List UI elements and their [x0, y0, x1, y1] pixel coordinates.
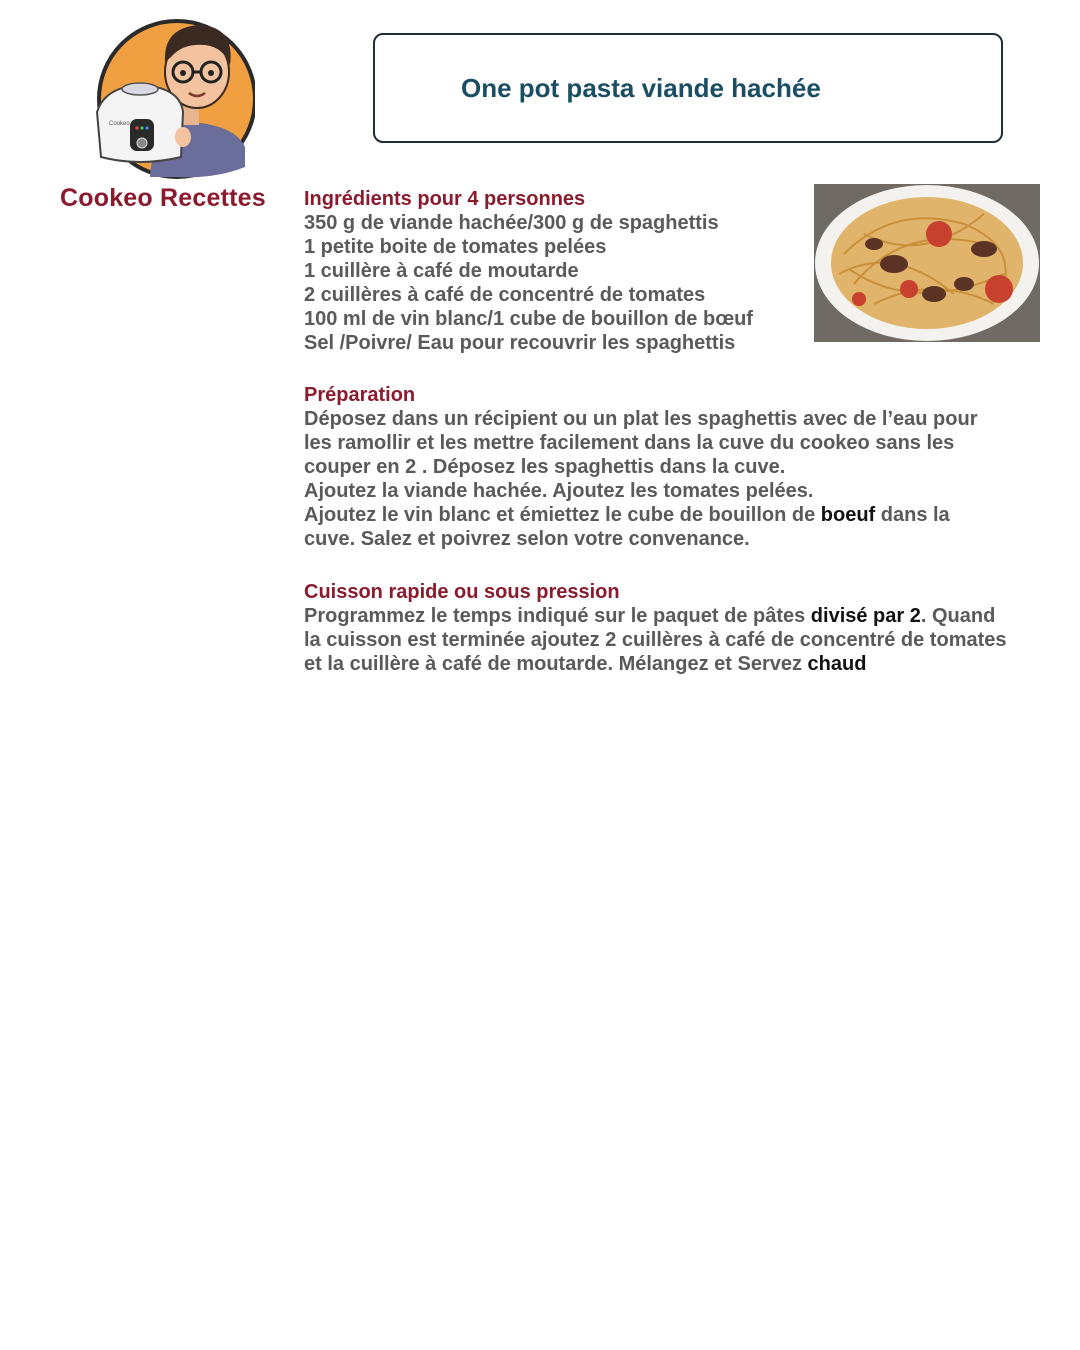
- logo-device-label: Cookeo: [109, 121, 130, 127]
- highlight-text: chaud: [807, 653, 867, 675]
- cuisson-line: [304, 604, 1007, 628]
- highlight-text: boeuf: [820, 504, 876, 526]
- cuisson-line: la cuisson est terminée ajoutez 2 cuillères à café de concentré de tomates: [304, 629, 1007, 651]
- highlight-text: divisé par 2: [810, 605, 921, 627]
- ingredients-section: [304, 187, 753, 355]
- ingredients-heading: Ingrédients pour 4 personnes: [304, 188, 586, 210]
- preparation-line: [304, 503, 978, 527]
- preparation-line: couper en 2 . Déposez les spaghettis dans la cuve.: [304, 456, 786, 478]
- cuisson-section: [304, 580, 1007, 676]
- ingredient-item: Sel /Poivre/ Eau pour recouvrir les spaghettis: [304, 332, 736, 354]
- cuisson-text: et la cuillère à café de moutarde. Mélangez et Servez: [304, 653, 808, 675]
- preparation-line: cuve. Salez et poivrez selon votre convenance.: [304, 528, 750, 550]
- preparation-line: Ajoutez la viande hachée. Ajoutez les tomates pelées.: [304, 480, 814, 502]
- cuisson-heading: Cuisson rapide ou sous pression: [304, 581, 620, 603]
- preparation-section: [304, 383, 978, 551]
- preparation-line: Déposez dans un récipient ou un plat les spaghettis avec de l’eau pour: [304, 408, 978, 430]
- title-box: [373, 33, 1003, 143]
- dish-photo: [814, 184, 1040, 342]
- cuisson-text: . Quand: [920, 605, 996, 627]
- ingredient-item: 100 ml de vin blanc/1 cube de bouillon de bœuf: [304, 308, 753, 330]
- brand-name: Cookeo Recettes: [60, 184, 266, 212]
- ingredient-item: 1 cuillère à café de moutarde: [304, 260, 579, 282]
- ingredient-item: 2 cuillères à café de concentré de tomates: [304, 284, 706, 306]
- cookeo-logo: [95, 17, 255, 182]
- cuisson-line: [304, 652, 1007, 676]
- ingredient-item: 1 petite boite de tomates pelées: [304, 236, 607, 258]
- cuisson-text: Programmez le temps indiqué sur le paquet de pâtes: [304, 605, 811, 627]
- ingredient-item: 350 g de viande hachée/300 g de spaghettis: [304, 212, 719, 234]
- preparation-line: les ramollir et les mettre facilement dans la cuve du cookeo sans les: [304, 432, 955, 454]
- preparation-text: dans la: [875, 504, 950, 526]
- recipe-title: One pot pasta viande hachée: [461, 72, 821, 103]
- preparation-heading: Préparation: [304, 384, 416, 406]
- preparation-text: Ajoutez le vin blanc et émiettez le cube de bouillon de: [304, 504, 821, 526]
